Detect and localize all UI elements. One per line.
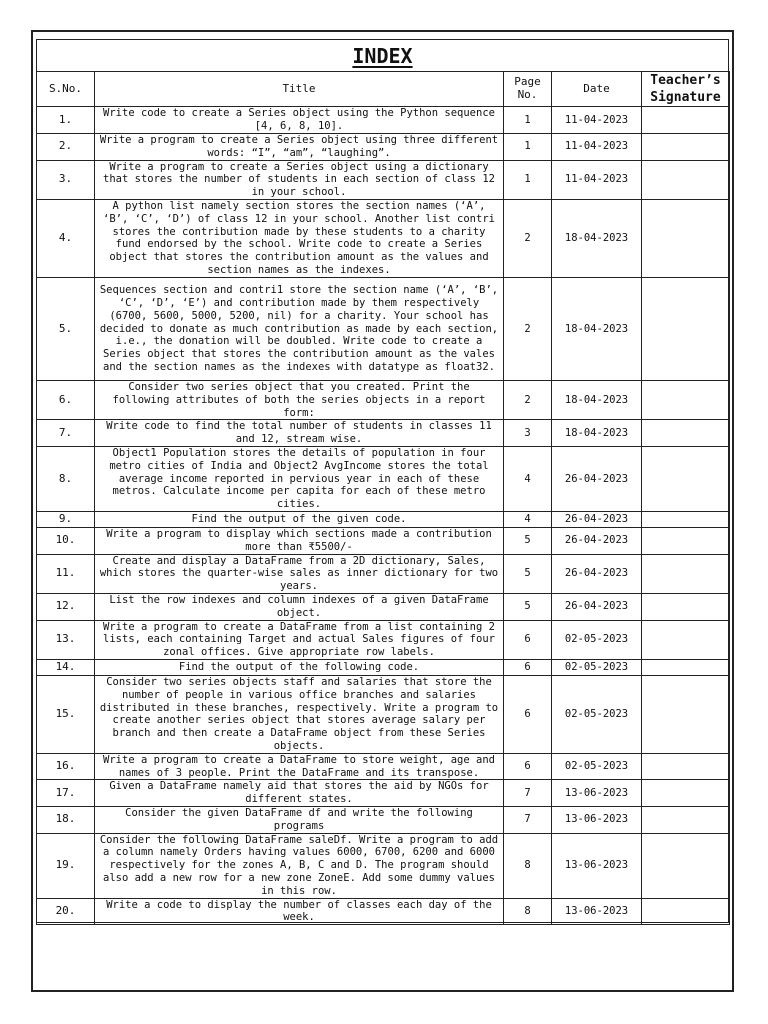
cell-signature [642,199,730,277]
cell-title: Given a DataFrame namely aid that stores the aid by NGOs for different states. [95,780,504,807]
cell-title: Write a code to display the number of classes each day of the week. [95,898,504,925]
cell-title: Write code to create a Series object using the Python sequence [4, 6, 8, 10]. [95,107,504,134]
cell-signature [642,593,730,620]
table-row [37,277,730,380]
cell-page: 6 [504,675,552,753]
cell-date: 26-04-2023 [552,446,642,511]
cell-date: 13-06-2023 [552,833,642,898]
header-page [504,72,552,107]
cell-page: 1 [504,107,552,134]
cell-sno: 5. [37,277,95,380]
cell-date: 02-05-2023 [552,620,642,659]
cell-signature [642,107,730,134]
cell-signature [642,898,730,925]
cell-page: 1 [504,134,552,161]
cell-title: A python list namely section stores the section names (‘A’, ‘B’, ‘C’, ‘D’) of class 12 in your school. Another list contri stores the contribution made by these students to a charity fund endorsed by the school. Write code to create a Series object that stores the contribution amount as the values and section names as the indexes. [95,199,504,277]
cell-page: 3 [504,420,552,447]
cell-signature [642,160,730,199]
cell-title: Write a program to display which sections made a contribution more than ₹5500/- [95,527,504,554]
cell-signature [642,277,730,380]
cell-date: 11-04-2023 [552,160,642,199]
cell-signature [642,511,730,527]
cell-title: Write a program to create a DataFrame to store weight, age and names of 3 people. Print the DataFrame and its transpose. [95,753,504,780]
cell-page: 1 [504,160,552,199]
cell-date: 26-04-2023 [552,527,642,554]
header-row [37,72,730,107]
cell-page: 2 [504,199,552,277]
cell-page: 2 [504,380,552,419]
cell-title: Sequences section and contri1 store the section name (‘A’, ‘B’, ‘C’, ‘D’, ‘E’) and contribution made by them respectively (6700, 5600, 5000, 5200, nil) for a charity. Your school has decided to donate as much contribution as made by each section, i.e., the donation will be doubled. Write code to create a Series object that stores the contribution amount as the vales and the section names as the indexes with datatype as float32. [95,277,504,380]
cell-sno: 20. [37,898,95,925]
cell-date: 18-04-2023 [552,199,642,277]
cell-title: Consider the given DataFrame df and write the following programs [95,806,504,833]
header-sno: S.No. [37,72,95,107]
cell-sno: 16. [37,753,95,780]
cell-sno: 1. [37,107,95,134]
cell-page: 5 [504,527,552,554]
cell-page: 2 [504,277,552,380]
header-teacher-line1: Teacher’s [650,73,721,88]
cell-signature [642,659,730,675]
cell-sno: 18. [37,806,95,833]
table-row [37,554,730,593]
cell-date: 13-06-2023 [552,780,642,807]
cell-title: Consider two series objects staff and salaries that store the number of people in various office branches and salaries distributed in these branches, respectively. Write a program to create another series object that stores average salary per branch and then create a DataFrame object from these Series objects. [95,675,504,753]
cell-page: 5 [504,593,552,620]
index-table [36,71,730,925]
cell-date: 26-04-2023 [552,554,642,593]
cell-date: 11-04-2023 [552,134,642,161]
table-row [37,675,730,753]
table-row [37,898,730,925]
cell-date: 02-05-2023 [552,753,642,780]
table-row [37,134,730,161]
cell-page: 4 [504,511,552,527]
cell-date: 13-06-2023 [552,806,642,833]
header-title: Title [95,72,504,107]
cell-signature [642,527,730,554]
table-row [37,833,730,898]
table-row [37,593,730,620]
cell-title: Consider two series object that you created. Print the following attributes of both the series objects in a report form: [95,380,504,419]
cell-date: 26-04-2023 [552,593,642,620]
cell-sno: 15. [37,675,95,753]
cell-sno: 4. [37,199,95,277]
header-page-line1: Page [514,75,541,89]
cell-signature [642,833,730,898]
cell-title: Consider the following DataFrame saleDf. Write a program to add a column namely Orders having values 6000, 6700, 6200 and 6000 respectively for the zones A, B, C and D. The program should also add a new row for a new zone ZoneE. Add some dummy values in this row. [95,833,504,898]
table-row [37,380,730,419]
cell-title: Write code to find the total number of students in classes 11 and 12, stream wise. [95,420,504,447]
header-teacher-signature [642,72,730,107]
cell-signature [642,806,730,833]
cell-sno: 13. [37,620,95,659]
cell-title: Find the output of the following code. [95,659,504,675]
cell-signature [642,780,730,807]
table-row [37,446,730,511]
cell-date: 13-06-2023 [552,898,642,925]
page-title [36,40,729,72]
cell-sno: 11. [37,554,95,593]
cell-page: 4 [504,446,552,511]
table-row [37,659,730,675]
cell-title: Write a program to create a Series object using a dictionary that stores the number of students in each section of class 12 in your school. [95,160,504,199]
header-teacher-line2: Signature [650,90,721,105]
cell-page: 8 [504,833,552,898]
cell-sno: 3. [37,160,95,199]
cell-signature [642,134,730,161]
cell-date: 18-04-2023 [552,380,642,419]
cell-sno: 19. [37,833,95,898]
header-page-line2: No. [517,88,538,101]
cell-date: 02-05-2023 [552,659,642,675]
cell-sno: 12. [37,593,95,620]
table-row [37,511,730,527]
cell-signature [642,420,730,447]
cell-signature [642,675,730,753]
cell-page: 8 [504,898,552,925]
cell-signature [642,380,730,419]
cell-sno: 7. [37,420,95,447]
cell-sno: 2. [37,134,95,161]
cell-sno: 17. [37,780,95,807]
cell-signature [642,554,730,593]
page-title-text: INDEX [352,44,413,68]
cell-date: 18-04-2023 [552,420,642,447]
table-row [37,107,730,134]
cell-signature [642,753,730,780]
cell-page: 6 [504,753,552,780]
cell-title: Write a program to create a Series object using three different words: “I”, “am”, “laughing”. [95,134,504,161]
cell-title: Find the output of the given code. [95,511,504,527]
cell-sno: 10. [37,527,95,554]
cell-date: 26-04-2023 [552,511,642,527]
cell-title: Create and display a DataFrame from a 2D dictionary, Sales, which stores the quarter-wise sales as inner dictionary for two years. [95,554,504,593]
cell-signature [642,620,730,659]
header-date: Date [552,72,642,107]
cell-date: 11-04-2023 [552,107,642,134]
cell-page: 7 [504,780,552,807]
cell-title: List the row indexes and column indexes of a given DataFrame object. [95,593,504,620]
cell-date: 02-05-2023 [552,675,642,753]
cell-sno: 6. [37,380,95,419]
cell-page: 6 [504,659,552,675]
table-row [37,780,730,807]
table-row [37,420,730,447]
table-row [37,199,730,277]
table-row [37,527,730,554]
cell-title: Write a program to create a DataFrame from a list containing 2 lists, each containing Target and actual Sales figures of four zonal offices. Give appropriate row labels. [95,620,504,659]
cell-page: 5 [504,554,552,593]
table-row [37,753,730,780]
cell-page: 6 [504,620,552,659]
cell-sno: 9. [37,511,95,527]
cell-sno: 8. [37,446,95,511]
table-row [37,160,730,199]
cell-signature [642,446,730,511]
table-row [37,620,730,659]
cell-page: 7 [504,806,552,833]
table-row [37,806,730,833]
cell-sno: 14. [37,659,95,675]
cell-title: Object1 Population stores the details of population in four metro cities of India and Object2 AvgIncome stores the total average income reported in pervious year in each of these metros. Calculate income per capita for each of these metro cities. [95,446,504,511]
cell-date: 18-04-2023 [552,277,642,380]
